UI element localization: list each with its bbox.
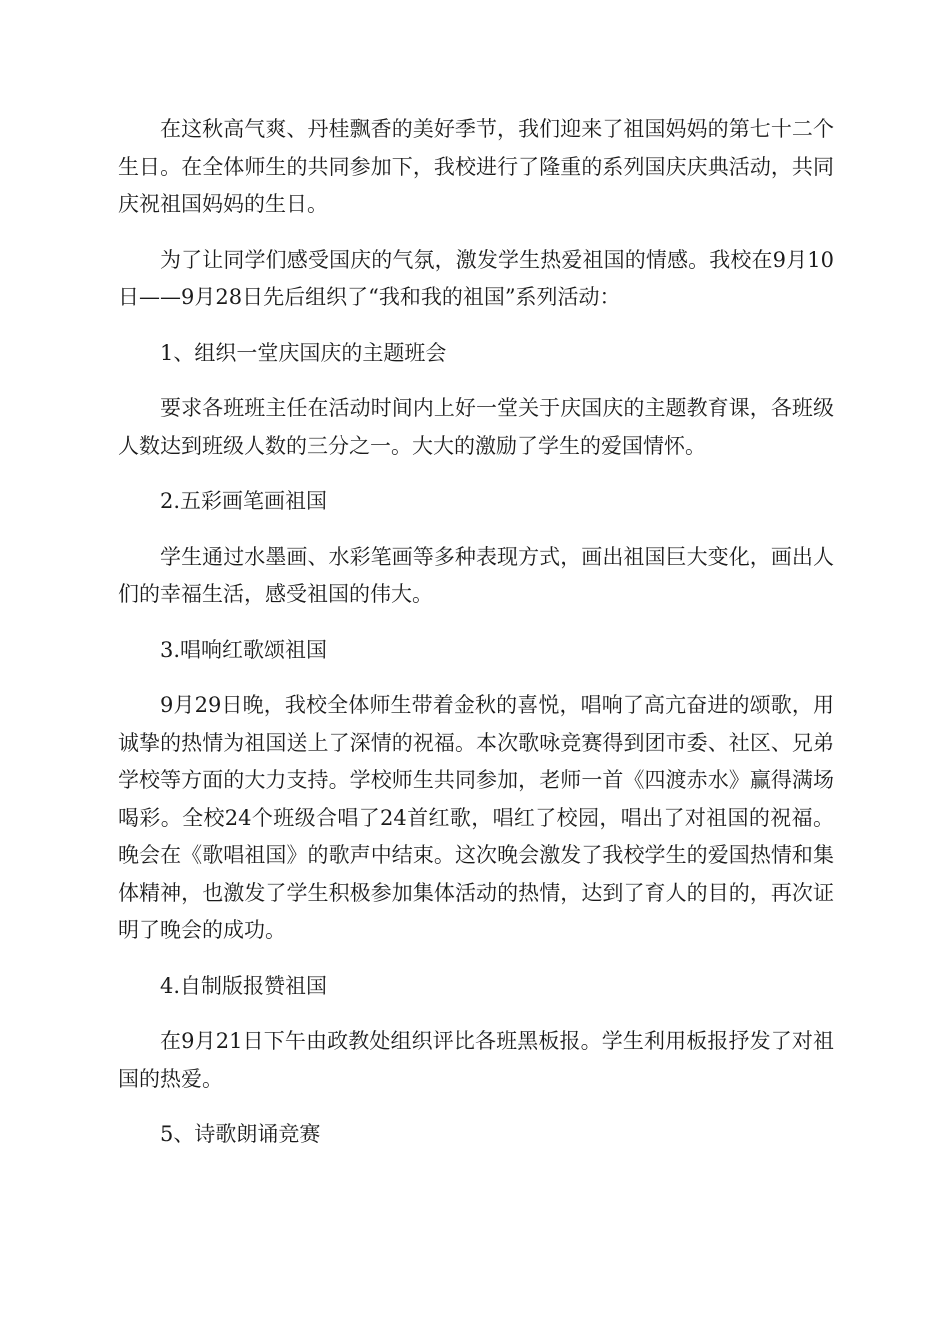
intro-paragraph: 在这秋高气爽、丹桂飘香的美好季节，我们迎来了祖国妈妈的第七十二个生日。在全体师生的共同参加下，我校进行了隆重的系列国庆庆典活动，共同庆祝祖国妈妈的生日。 [118,117,834,216]
activity-5-heading: 5、诗歌朗诵竞赛 [160,1122,321,1146]
activity-2-paragraph: 学生通过水墨画、水彩笔画等多种表现方式，画出祖国巨大变化，画出人们的幸福生活，感受祖国的伟大。 [118,544,834,606]
document-body [118,111,834,1172]
activity-4-heading: 4.自制版报赞祖国 [160,973,328,998]
activity-4-paragraph: 在9月21日下午由政教处组织评比各班黑板报。学生利用板报抒发了对祖国的热爱。 [118,1029,834,1091]
activities-intro-paragraph: 为了让同学们感受国庆的气氛，激发学生热爱祖国的情感。我校在9月10日——9月28日先后组织了“我和我的祖国”系列活动： [118,247,834,309]
activity-3-paragraph: 9月29日晚，我校全体师生带着金秋的喜悦，唱响了高亢奋进的颂歌，用诚挚的热情为祖国送上了深情的祝福。本次歌咏竞赛得到团市委、社区、兄弟学校等方面的大力支持。学校师生共同参加，老师一首《四渡赤水》赢得满场喝彩。全校24个班级合唱了24首红歌，唱红了校园，唱出了对祖国的祝福。晚会在《歌唱祖国》的歌声中结束。这次晚会激发了我校学生的爱国热情和集体精神，也激发了学生积极参加集体活动的热情，达到了育人的目的，再次证明了晚会的成功。 [118,693,834,942]
activity-2-heading: 2.五彩画笔画祖国 [160,489,328,513]
activity-3-heading: 3.唱响红歌颂祖国 [160,637,328,662]
activity-1-paragraph: 要求各班班主任在活动时间内上好一堂关于庆国庆的主题教育课，各班级人数达到班级人数的三分之一。大大的激励了学生的爱国情怀。 [118,396,834,458]
activity-1-heading: 1、组织一堂庆国庆的主题班会 [160,340,447,365]
